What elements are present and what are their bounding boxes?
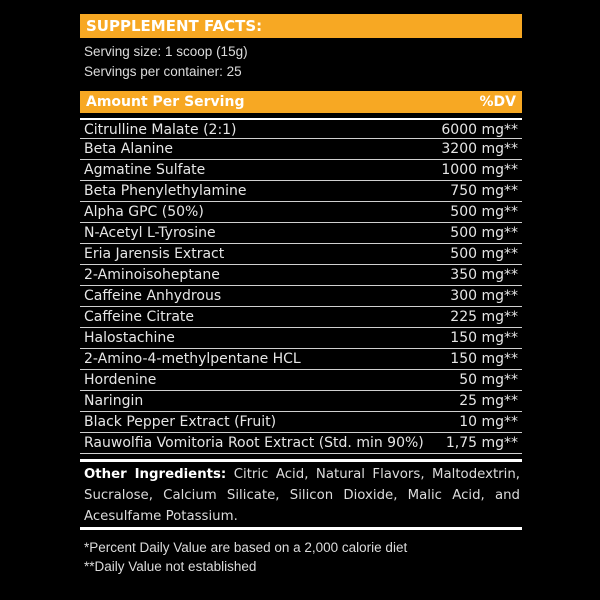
ingredient-row bbox=[80, 202, 522, 223]
ingredient-name: Hordenine bbox=[84, 372, 157, 388]
ingredient-table bbox=[80, 118, 522, 454]
ingredient-row bbox=[80, 349, 522, 370]
ingredient-name: Caffeine Citrate bbox=[84, 309, 195, 325]
ingredient-name: Caffeine Anhydrous bbox=[84, 288, 222, 304]
ingredient-name: 2-Amino-4-methylpentane HCL bbox=[84, 351, 301, 367]
ingredient-name: Halostachine bbox=[84, 330, 175, 346]
ingredient-row bbox=[80, 181, 522, 202]
ingredient-name: 2-Aminoisoheptane bbox=[84, 267, 220, 283]
ingredient-row bbox=[80, 265, 522, 286]
ingredient-name: N-Acetyl L-Tyrosine bbox=[84, 225, 216, 241]
ingredient-amount: 1000 mg** bbox=[441, 162, 518, 178]
other-ingredients bbox=[84, 464, 520, 527]
ingredient-name: Agmatine Sulfate bbox=[84, 162, 206, 178]
other-ingredients-label: Other Ingredients: bbox=[84, 467, 227, 482]
ingredient-name: Beta Alanine bbox=[84, 141, 174, 157]
ingredient-name: Beta Phenylethylamine bbox=[84, 183, 247, 199]
ingredient-amount: 1,75 mg** bbox=[445, 435, 518, 451]
footnote: **Daily Value not established bbox=[84, 559, 257, 574]
ingredient-amount: 225 mg** bbox=[450, 309, 518, 325]
ingredient-amount: 6000 mg** bbox=[441, 122, 518, 138]
ingredient-amount: 25 mg** bbox=[459, 393, 518, 409]
divider bbox=[80, 527, 522, 530]
ingredient-name: Eria Jarensis Extract bbox=[84, 246, 225, 262]
ingredient-name: Citrulline Malate (2:1) bbox=[84, 122, 237, 138]
ingredient-amount: 350 mg** bbox=[450, 267, 518, 283]
ingredient-name: Rauwolfia Vomitoria Root Extract (Std. min 90%) bbox=[84, 435, 424, 451]
ingredient-name: Naringin bbox=[84, 393, 144, 409]
ingredient-row bbox=[80, 412, 522, 433]
servings-per-container: Servings per container: 25 bbox=[84, 64, 242, 79]
divider bbox=[80, 459, 522, 462]
ingredient-row bbox=[80, 370, 522, 391]
ingredient-amount: 50 mg** bbox=[459, 372, 518, 388]
ingredient-row bbox=[80, 160, 522, 181]
footnote: *Percent Daily Value are based on a 2,000 calorie diet bbox=[84, 540, 408, 555]
amount-per-serving-label: Amount Per Serving bbox=[86, 94, 245, 110]
ingredient-row bbox=[80, 391, 522, 412]
ingredient-row bbox=[80, 307, 522, 328]
ingredient-amount: 300 mg** bbox=[450, 288, 518, 304]
ingredient-row bbox=[80, 286, 522, 307]
ingredient-row bbox=[80, 139, 522, 160]
other-ingredients-text: Citric Acid, Natural Flavors, Maltodextrin, Sucralose, Calcium Silicate, Silicon Dioxide, Malic Acid, and Acesulfame Potassium. bbox=[84, 467, 520, 524]
ingredient-row bbox=[80, 433, 522, 454]
ingredient-row bbox=[80, 118, 522, 139]
ingredient-amount: 150 mg** bbox=[450, 330, 518, 346]
ingredient-amount: 150 mg** bbox=[450, 351, 518, 367]
ingredient-amount: 3200 mg** bbox=[441, 141, 518, 157]
ingredient-name: Alpha GPC (50%) bbox=[84, 204, 204, 220]
ingredient-name: Black Pepper Extract (Fruit) bbox=[84, 414, 277, 430]
serving-size: Serving size: 1 scoop (15g) bbox=[84, 44, 248, 59]
ingredient-row bbox=[80, 244, 522, 265]
ingredient-amount: 750 mg** bbox=[450, 183, 518, 199]
ingredient-amount: 500 mg** bbox=[450, 204, 518, 220]
ingredient-amount: 500 mg** bbox=[450, 225, 518, 241]
ingredient-amount: 10 mg** bbox=[459, 414, 518, 430]
daily-value-label: %DV bbox=[479, 94, 516, 110]
panel-title: SUPPLEMENT FACTS: bbox=[80, 14, 522, 38]
ingredient-amount: 500 mg** bbox=[450, 246, 518, 262]
ingredient-row bbox=[80, 328, 522, 349]
amount-header-bar bbox=[80, 91, 522, 113]
ingredient-row bbox=[80, 223, 522, 244]
